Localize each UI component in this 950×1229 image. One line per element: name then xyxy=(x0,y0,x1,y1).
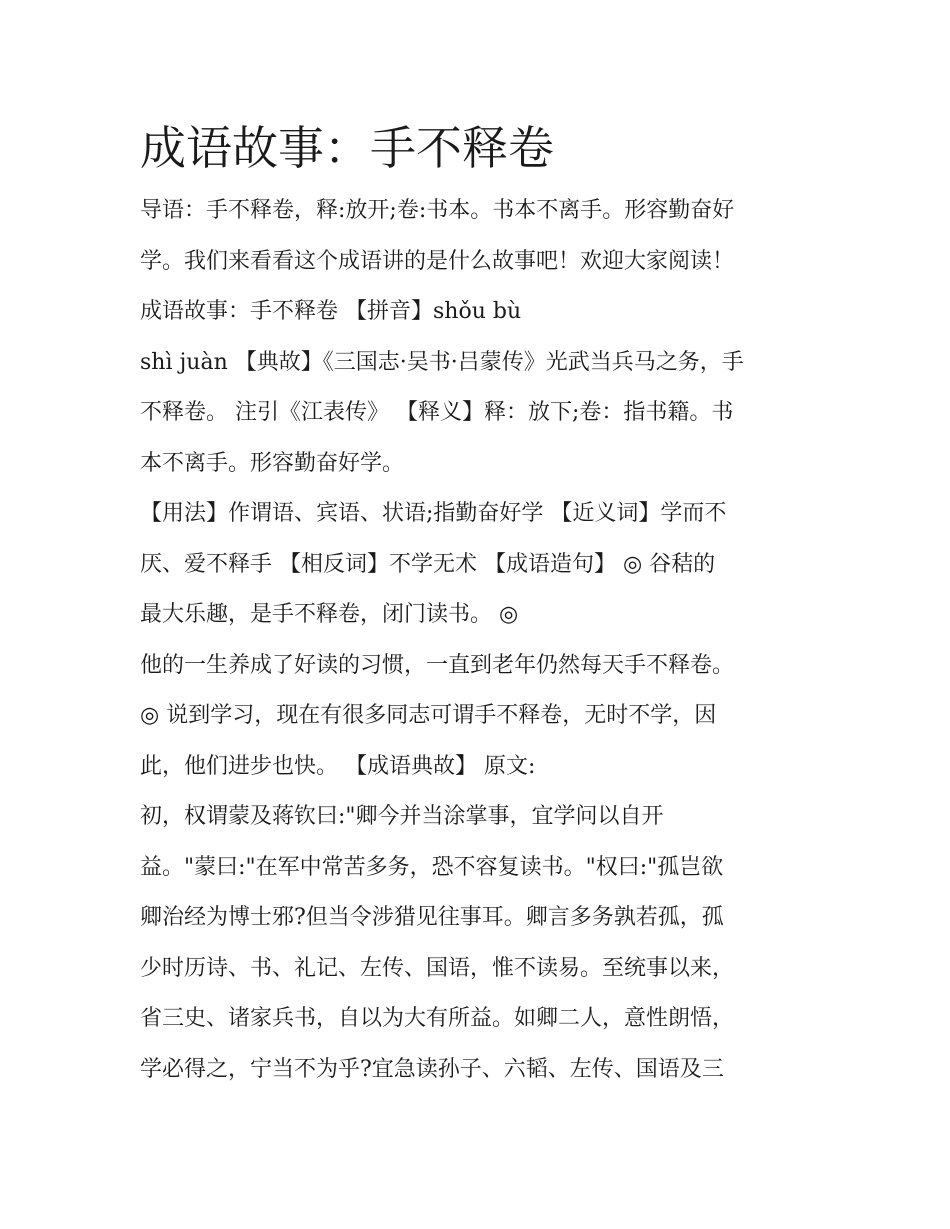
text-line: 学。我们来看看这个成语讲的是什么故事吧！欢迎大家阅读！ xyxy=(140,248,735,274)
text-line: 最大乐趣，是手不释卷，闭门读书。 ◎ xyxy=(140,602,519,627)
text-line: 初，权谓蒙及蒋钦曰:"卿今并当涂掌事，宜学问以自开 xyxy=(140,804,664,829)
text-line: 少时历诗、书、礼记、左传、国语，惟不读易。至统事以来， xyxy=(140,955,735,981)
document-body xyxy=(140,186,810,1095)
text-line: 本不离手。形容勤奋好学。 xyxy=(140,450,405,476)
text-line: 省三史、诸家兵书，自以为大有所益。如卿二人，意性朗悟， xyxy=(140,1006,735,1031)
text-line: 学必得之，宁当不为乎?宜急读孙子、六韬、左传、国语及三 xyxy=(140,1056,724,1082)
text-line: 不释卷。 注引《江表传》 【释义】释：放下;卷：指书籍。书 xyxy=(140,400,734,425)
text-line: 导语：手不释卷，释:放开;卷:书本。书本不离手。形容勤奋好 xyxy=(140,198,735,223)
text-line: 他的一生养成了好读的习惯，一直到老年仍然每天手不释卷。 xyxy=(140,652,735,678)
text-line: 【用法】作谓语、宾语、状语;指勤奋好学 【近义词】学而不 xyxy=(140,501,727,526)
text-line: 此，他们进步也快。 【成语典故】 原文: xyxy=(140,753,536,779)
document-page xyxy=(140,110,810,1095)
document-title: 成语故事：手不释卷 xyxy=(140,121,554,175)
text-line: shì juàn 【典故】《三国志·吴书·吕蒙传》光武当兵马之务，手 xyxy=(140,349,744,375)
text-line: 卿治经为博士邪?但当令涉猎见往事耳。卿言多务孰若孤，孤 xyxy=(140,905,724,930)
text-line: 成语故事：手不释卷 【拼音】shǒu bù xyxy=(140,299,522,324)
text-line: ◎ 说到学习，现在有很多同志可谓手不释卷，无时不学，因 xyxy=(140,703,717,728)
text-line: 益。"蒙曰:"在军中常苦多务，恐不容复读书。"权曰:"孤岂欲 xyxy=(140,854,724,880)
text-line: 厌、爱不释手 【相反词】不学无术 【成语造句】 ◎ 谷秸的 xyxy=(140,551,716,577)
